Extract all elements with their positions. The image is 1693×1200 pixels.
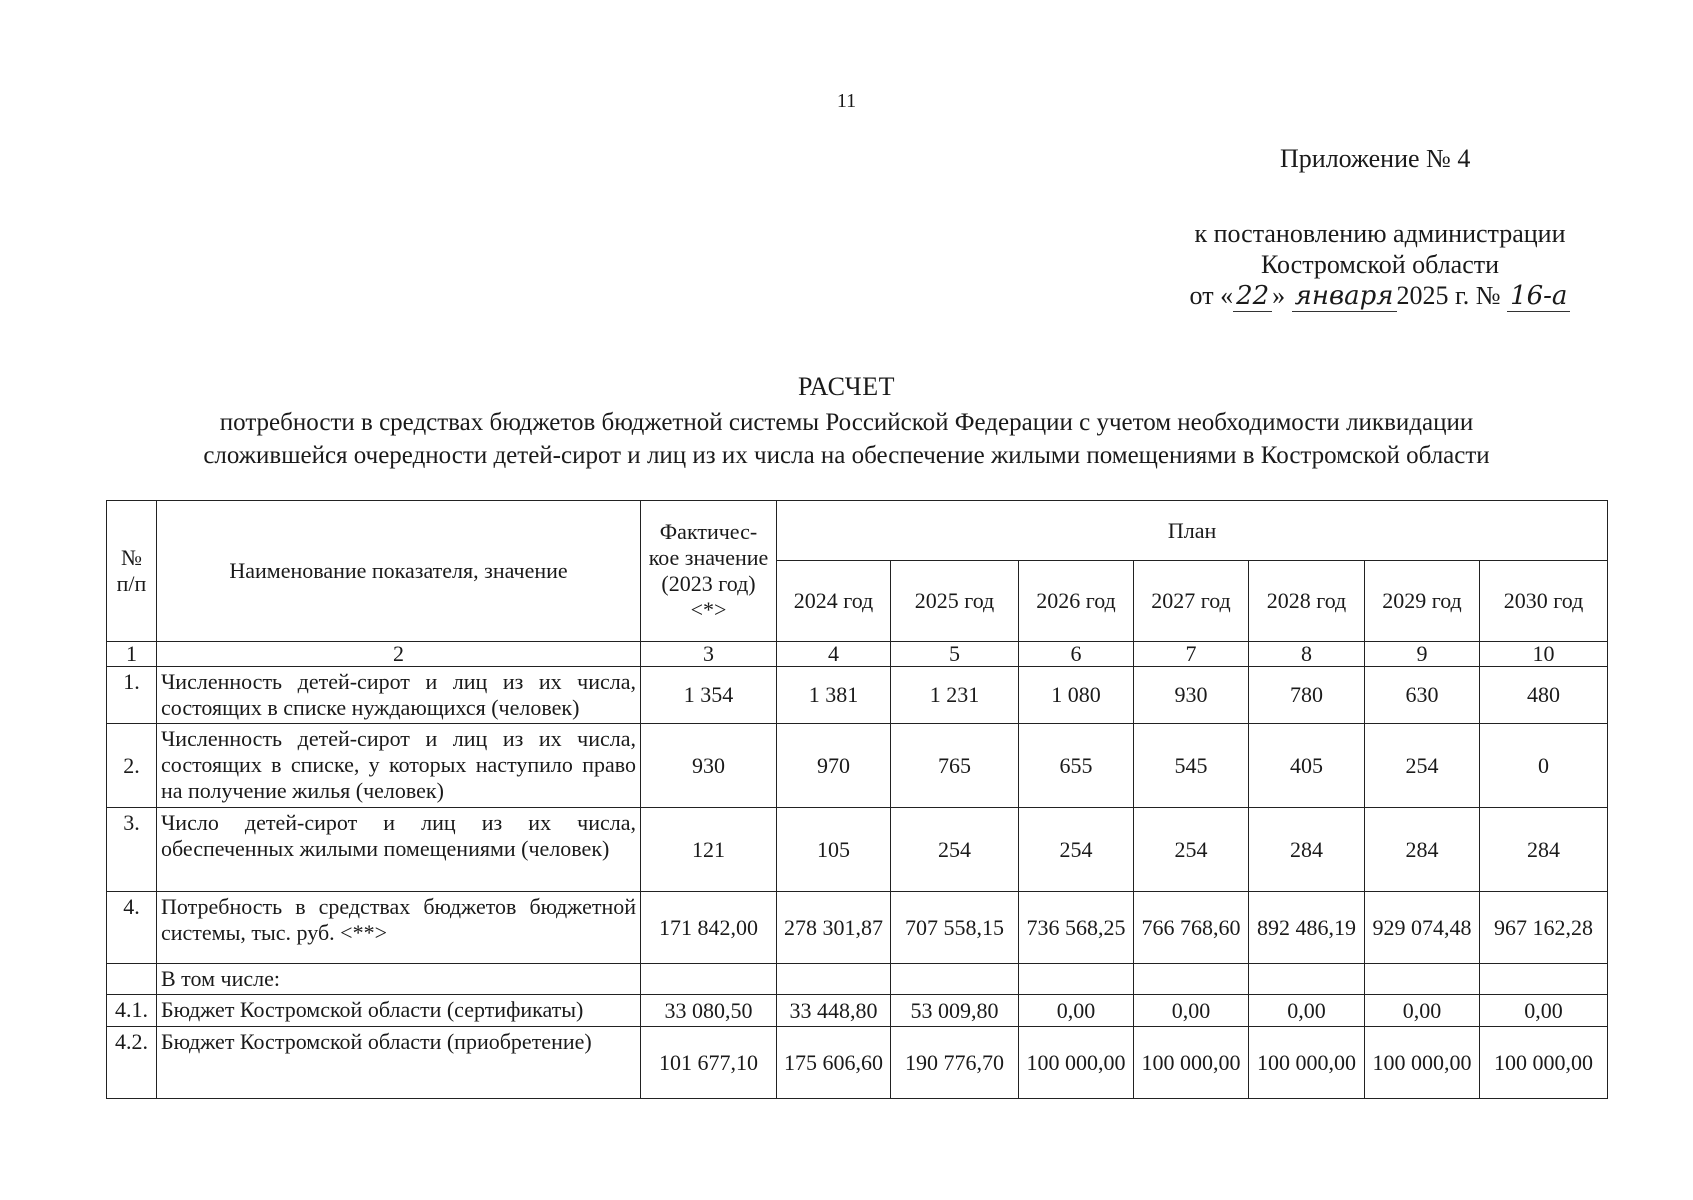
row-value: 101 677,10 (641, 1027, 777, 1099)
column-number: 2 (157, 642, 641, 667)
row-name: Бюджет Костромской области (сертификаты) (157, 995, 641, 1027)
appendix-title: Приложение № 4 (1280, 144, 1471, 173)
table-row (107, 808, 1608, 892)
row-number (107, 964, 157, 995)
row-value: 33 448,80 (777, 995, 891, 1027)
header-year: 2027 год (1134, 561, 1249, 642)
column-numbers-row (107, 642, 1608, 667)
row-value: 53 009,80 (891, 995, 1019, 1027)
row-value: 105 (777, 808, 891, 892)
row-value: 967 162,28 (1480, 892, 1608, 964)
row-number: 4.1. (107, 995, 157, 1027)
row-name: В том числе: (157, 964, 641, 995)
resolution-block (1150, 218, 1610, 312)
row-number: 2. (107, 724, 157, 808)
column-number: 9 (1365, 642, 1480, 667)
row-value: 765 (891, 724, 1019, 808)
header-num: № п/п (107, 501, 157, 642)
row-value (777, 964, 891, 995)
row-value: 736 568,25 (1019, 892, 1134, 964)
header-year: 2026 год (1019, 561, 1134, 642)
row-value: 100 000,00 (1365, 1027, 1480, 1099)
row-value (891, 964, 1019, 995)
row-value (1365, 964, 1480, 995)
handwritten-day: 22 (1233, 281, 1272, 312)
row-value: 929 074,48 (1365, 892, 1480, 964)
row-value: 100 000,00 (1480, 1027, 1608, 1099)
row-value: 254 (1365, 724, 1480, 808)
row-value: 121 (641, 808, 777, 892)
row-value: 190 776,70 (891, 1027, 1019, 1099)
row-value: 0 (1480, 724, 1608, 808)
row-value (641, 964, 777, 995)
row-value (1249, 964, 1365, 995)
column-number: 10 (1480, 642, 1608, 667)
subtitle-line2: сложившейся очередности детей-сирот и лиц из их числа на обеспечение жилыми помещениями в Костромской области (203, 442, 1490, 469)
header-year: 2025 год (891, 561, 1019, 642)
column-number: 7 (1134, 642, 1249, 667)
document-title: РАСЧЕТ (798, 372, 895, 401)
row-value: 1 231 (891, 667, 1019, 724)
handwritten-month: января (1292, 281, 1397, 312)
header-actual: Фактичес-кое значение (2023 год) <*> (641, 501, 777, 642)
year-text: 2025 г. № (1396, 281, 1501, 310)
row-value: 930 (641, 724, 777, 808)
column-number: 6 (1019, 642, 1134, 667)
row-value: 480 (1480, 667, 1608, 724)
column-number: 3 (641, 642, 777, 667)
row-value: 284 (1365, 808, 1480, 892)
row-value: 1 381 (777, 667, 891, 724)
row-value: 766 768,60 (1134, 892, 1249, 964)
row-value: 0,00 (1019, 995, 1134, 1027)
header-year: 2029 год (1365, 561, 1480, 642)
row-value: 1 354 (641, 667, 777, 724)
header-year: 2028 год (1249, 561, 1365, 642)
row-value: 0,00 (1134, 995, 1249, 1027)
row-number: 3. (107, 808, 157, 892)
date-mid: » (1272, 281, 1286, 310)
row-value: 0,00 (1480, 995, 1608, 1027)
row-value (1134, 964, 1249, 995)
row-number: 4.2. (107, 1027, 157, 1099)
calculation-table (106, 500, 1608, 1099)
table-row (107, 724, 1608, 808)
row-value: 254 (891, 808, 1019, 892)
row-value: 175 606,60 (777, 1027, 891, 1099)
resolution-date (1150, 280, 1610, 312)
row-value: 1 080 (1019, 667, 1134, 724)
resolution-line1: к постановлению администрации (1194, 219, 1566, 248)
row-value: 892 486,19 (1249, 892, 1365, 964)
column-number: 1 (107, 642, 157, 667)
row-value: 405 (1249, 724, 1365, 808)
row-name: Численность детей-сирот и лиц из их числа, состоящих в списке нуждающихся (человек) (157, 667, 641, 724)
row-value: 171 842,00 (641, 892, 777, 964)
header-year: 2024 год (777, 561, 891, 642)
row-value: 545 (1134, 724, 1249, 808)
row-value: 0,00 (1249, 995, 1365, 1027)
row-value: 254 (1134, 808, 1249, 892)
table-container (106, 500, 1607, 1099)
header-plan: План (777, 501, 1608, 561)
header-name: Наименование показателя, значение (157, 501, 641, 642)
row-value: 284 (1249, 808, 1365, 892)
row-value: 33 080,50 (641, 995, 777, 1027)
row-value: 630 (1365, 667, 1480, 724)
page-number: 11 (836, 90, 857, 112)
row-value: 780 (1249, 667, 1365, 724)
table-row (107, 667, 1608, 724)
row-value: 100 000,00 (1134, 1027, 1249, 1099)
row-value (1480, 964, 1608, 995)
table-row (107, 892, 1608, 964)
row-value: 707 558,15 (891, 892, 1019, 964)
row-number: 1. (107, 667, 157, 724)
row-name: Бюджет Костромской области (приобретение) (157, 1027, 641, 1099)
document-subtitle (100, 406, 1593, 472)
row-value: 100 000,00 (1019, 1027, 1134, 1099)
subtitle-line1: потребности в средствах бюджетов бюджетной системы Российской Федерации с учетом необходимости ликвидации (219, 409, 1474, 436)
row-value: 0,00 (1365, 995, 1480, 1027)
date-prefix: от « (1189, 281, 1234, 310)
row-number: 4. (107, 892, 157, 964)
row-value: 930 (1134, 667, 1249, 724)
table-row (107, 995, 1608, 1027)
row-value: 278 301,87 (777, 892, 891, 964)
row-value: 254 (1019, 808, 1134, 892)
row-name: Число детей-сирот и лиц из их числа, обеспеченных жилыми помещениями (человек) (157, 808, 641, 892)
row-value: 655 (1019, 724, 1134, 808)
row-value: 100 000,00 (1249, 1027, 1365, 1099)
handwritten-number: 16-а (1507, 281, 1570, 312)
row-name: Потребность в средствах бюджетов бюджетной системы, тыс. руб. <**> (157, 892, 641, 964)
table-row (107, 964, 1608, 995)
row-value: 970 (777, 724, 891, 808)
row-value: 284 (1480, 808, 1608, 892)
resolution-line2: Костромской области (1260, 250, 1500, 279)
column-number: 4 (777, 642, 891, 667)
column-number: 8 (1249, 642, 1365, 667)
row-name: Численность детей-сирот и лиц из их числа, состоящих в списке, у которых наступило право на получение жилья (человек) (157, 724, 641, 808)
row-value (1019, 964, 1134, 995)
header-year: 2030 год (1480, 561, 1608, 642)
table-row (107, 1027, 1608, 1099)
column-number: 5 (891, 642, 1019, 667)
